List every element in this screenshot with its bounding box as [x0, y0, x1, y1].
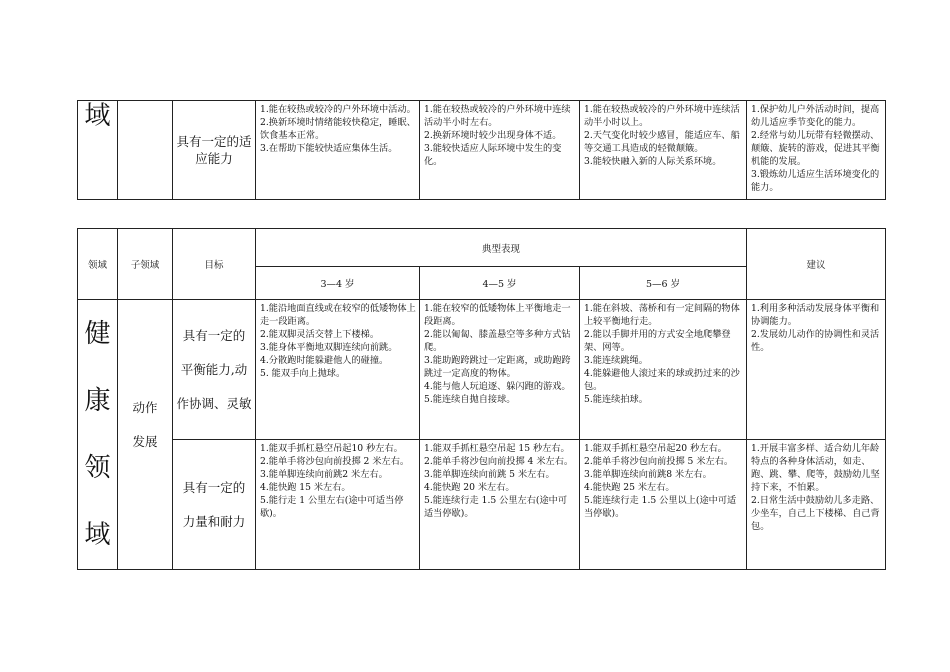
- age-5-6-cell: [580, 101, 747, 200]
- domain-cell: [78, 300, 118, 570]
- header-goal: 目标: [173, 229, 256, 300]
- item: 2.能以手脚并用的方式安全地爬攀登架、网等。: [584, 329, 731, 353]
- subdomain-cell-empty: [118, 101, 173, 200]
- age-4-5-cell: [420, 101, 580, 200]
- header-age-3-4: 3—4 岁: [256, 267, 420, 300]
- header-typical: 典型表现: [256, 229, 747, 267]
- domain-char: 健: [84, 319, 111, 349]
- item: 3.能单脚连续向前跳2 米左右。: [260, 469, 388, 480]
- item: 3.在帮助下能较快适应集体生活。: [260, 143, 398, 154]
- item: 2.发展幼儿动作的协调性和灵活性。: [751, 329, 880, 353]
- item: 3.能连续跳绳。: [584, 355, 648, 366]
- goal-line: 力量和耐力: [182, 513, 246, 529]
- strength-age-4-5: [420, 440, 580, 570]
- item: 2.日常生活中鼓励幼儿多走路、少坐车，自己上下楼梯、自己背包。: [751, 495, 880, 532]
- health-domain-table: [77, 228, 886, 570]
- header-age-4-5: 4—5 岁: [420, 267, 580, 300]
- item: 3.能较快融入新的人际关系环境。: [584, 156, 722, 167]
- item: 4.能与他人玩追逐、躲闪跑的游戏。: [424, 381, 571, 392]
- item: 2.能双脚灵活交替上下楼梯。: [260, 329, 380, 340]
- suggest-cell: [747, 101, 886, 200]
- item: 4.能快跑 20 米左右。: [424, 482, 515, 493]
- age-3-4-cell: [256, 101, 420, 200]
- item: 1.开展丰富多样、适合幼儿年龄特点的各种身体活动，如走、跑、跳、攀、爬等，鼓励幼儿坚持下来，不怕累。: [751, 443, 880, 493]
- header-suggest: 建议: [747, 229, 886, 300]
- item: 5.能连续拍球。: [584, 394, 648, 405]
- goal-line: 具有一定的: [182, 327, 246, 343]
- item: 4.能快跑 15 米左右。: [260, 482, 351, 493]
- domain-cell-tail: [78, 101, 118, 200]
- item: 3.能单脚连续向前跳8 米左右。: [584, 469, 712, 480]
- subdomain-line: 发展: [132, 433, 158, 449]
- balance-suggest: [747, 300, 886, 440]
- domain-char: 域: [84, 520, 111, 550]
- domain-char: 康: [84, 386, 111, 416]
- goal-line: 平衡能力,动: [180, 361, 248, 377]
- item: 2.换新环境时情绪能较快稳定，睡眠、饮食基本正常。: [260, 117, 416, 141]
- item: 1.利用多种活动发展身体平衡和协调能力。: [751, 303, 880, 327]
- item: 1.能在斜坡、荡桥和有一定间隔的物体上较平衡地行走。: [584, 303, 740, 327]
- domain-char: 领: [84, 453, 111, 483]
- goal-line: 具有一定的: [182, 479, 246, 495]
- item: 5. 能双手向上抛球。: [260, 368, 346, 379]
- domain-char: 域: [84, 101, 111, 131]
- item: 2.能单手将沙包向前投掷 5 米左右。: [584, 456, 734, 467]
- goal-line: 作协调、灵敏: [176, 395, 252, 411]
- item: 5.能连续行走 1.5 公里左右(途中可适当停歇)。: [424, 495, 568, 519]
- item: 2.换新环境时较少出现身体不适。: [424, 130, 562, 141]
- goal-balance-cell: [173, 300, 256, 440]
- item: 1.能双手抓杠悬空吊起20 秒左右。: [584, 443, 727, 454]
- item: 2.能单手将沙包向前投掷 4 米左右。: [424, 456, 574, 467]
- strength-age-3-4: [256, 440, 420, 570]
- header-domain: 领域: [78, 229, 118, 300]
- strength-age-5-6: [580, 440, 747, 570]
- subdomain-vertical-text: [118, 391, 172, 459]
- item: 5.能连续自抛自接球。: [424, 394, 516, 405]
- item: 1.能在较热或较冷的户外环境中活动。: [260, 104, 416, 115]
- item: 1.能沿地面直线或在较窄的低矮物体上走一段距离。: [260, 303, 416, 327]
- strength-suggest: [747, 440, 886, 570]
- subdomain-line: 动作: [132, 399, 158, 415]
- item: 4.能躲避他人滚过来的球或扔过来的沙包。: [584, 368, 740, 392]
- item: 1.保护幼儿户外活动时间，提高幼儿适应季节变化的能力。: [751, 104, 880, 128]
- item: 4.能快跑 25 米左右。: [584, 482, 675, 493]
- header-age-5-6: 5—6 岁: [580, 267, 747, 300]
- item: 1.能在较热或较冷的户外环境中连续活动半小时以上。: [584, 104, 740, 128]
- item: 1.能双手抓杠悬空吊起10 秒左右。: [260, 443, 403, 454]
- balance-age-3-4: [256, 300, 420, 440]
- goal-strength-cell: [173, 440, 256, 570]
- item: 2.经常与幼儿玩带有轻微摆动、颠簸、旋转的游戏，促进其平衡机能的发展。: [751, 130, 880, 167]
- item: 1.能在较窄的低矮物体上平衡地走一段距离。: [424, 303, 571, 327]
- balance-age-5-6: [580, 300, 747, 440]
- item: 2.能以匍匐、膝盖悬空等多种方式钻爬。: [424, 329, 571, 353]
- item: 4.分散跑时能躲避他人的碰撞。: [260, 355, 389, 366]
- continued-table: [77, 100, 886, 200]
- item: 5.能连续行走 1.5 公里以上(途中可适当停歇)。: [584, 495, 737, 519]
- item: 3.能较快适应人际环境中发生的变化。: [424, 143, 562, 167]
- item: 3.锻炼幼儿适应生活环境变化的能力。: [751, 169, 880, 193]
- item: 1.能在较热或较冷的户外环境中连续活动半小时左右。: [424, 104, 571, 128]
- item: 2.天气变化时较少感冒，能适应车、船等交通工具造成的轻微颠簸。: [584, 130, 740, 154]
- subdomain-cell: [118, 300, 173, 570]
- goal-text: 具有一定的适应能力: [176, 134, 252, 166]
- item: 5.能行走 1 公里左右(途中可适当停歇)。: [260, 495, 404, 519]
- balance-age-4-5: [420, 300, 580, 440]
- domain-vertical-text: [78, 301, 117, 569]
- item: 3.能单脚连续向前跳 5 米左右。: [424, 469, 555, 480]
- goal-cell: [173, 101, 256, 200]
- item: 3.能助跑跨跳过一定距离，或助跑跨跳过一定高度的物体。: [424, 355, 571, 379]
- item: 3.能身体平衡地双脚连续向前跳。: [260, 342, 398, 353]
- item: 1.能双手抓杠悬空吊起 15 秒左右。: [424, 443, 570, 454]
- item: 2.能单手将沙包向前投掷 2 米左右。: [260, 456, 410, 467]
- header-subdomain: 子领域: [118, 229, 173, 300]
